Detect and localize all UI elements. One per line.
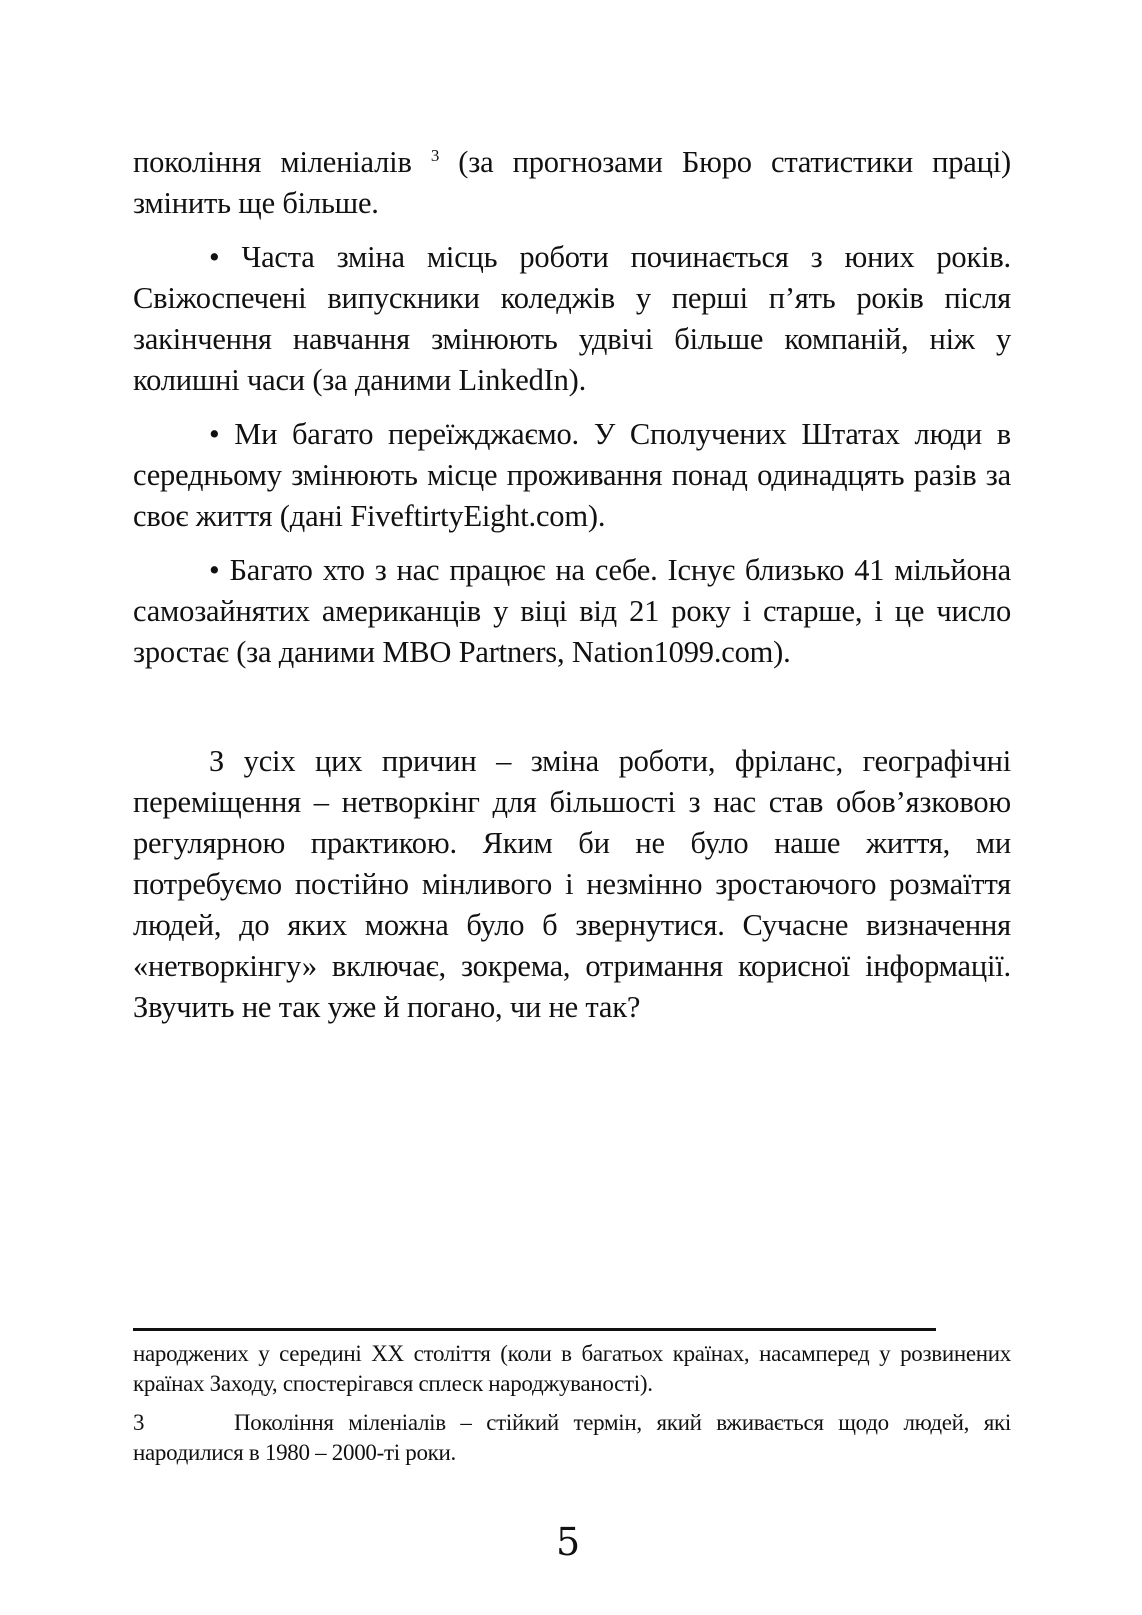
paragraph-networking: З усіх цих причин – зміна роботи, фріланс, географічні переміщення – нетворкінг для більшості з нас став обов’язковою регулярною практикою. Яким би не було наше життя, ми потребуємо постійно мінливого і незмінно зростаючого розмаїття людей, до яких можна було б звернутися. Сучасне визначення «нетворкінгу» включає, зокрема, отримання корисної інформації. Звучить не так уже й погано, чи не так?: [133, 744, 1011, 1024]
footnote-separator: [133, 1328, 936, 1331]
bullet-paragraph-job-changes: • Часта зміна місць роботи починається з юних років. Свіжоспечені випускники коледжів у перші п’ять років після закінчення навчання змінюють удвічі більше компаній, ніж у колишні часи (за даними LinkedIn).: [133, 240, 1011, 397]
page-number: 5: [556, 1520, 581, 1564]
bullet-paragraph-relocation: • Ми багато переїжджаємо. У Сполучених Штатах люди в середньому змінюють місце проживання понад одинадцять разів за своє життя (дані FiveftirtyEight.com).: [133, 417, 1011, 533]
footnote-number: 3: [133, 1410, 145, 1435]
footnote-continued: народжених у середині XX століття (коли в багатьох країнах, насамперед у розвинених країнах Заходу, спостерігався сплеск народжуваності).: [133, 1341, 1011, 1396]
footnote-reference[interactable]: 3: [430, 145, 440, 165]
footnote-3: [133, 1408, 1011, 1468]
paragraph-text: (за прогнозами Бюро статистики праці) змінить ще більше.: [133, 145, 1011, 220]
paragraph-continuation: [133, 142, 1011, 224]
footnote-text: Покоління міленіалів – стійкий термін, який вживається щодо людей, які народилися в 1980 – 2000-ті роки.: [133, 1410, 1011, 1465]
paragraph-text: покоління міленіалів: [133, 145, 412, 179]
bullet-paragraph-self-employment: • Багато хто з нас працює на себе. Існує близько 41 мільйона самозайнятих американців у віці від 21 року і старше, і це число зростає (за даними MBO Partners, Nation1099.com).: [133, 553, 1011, 669]
